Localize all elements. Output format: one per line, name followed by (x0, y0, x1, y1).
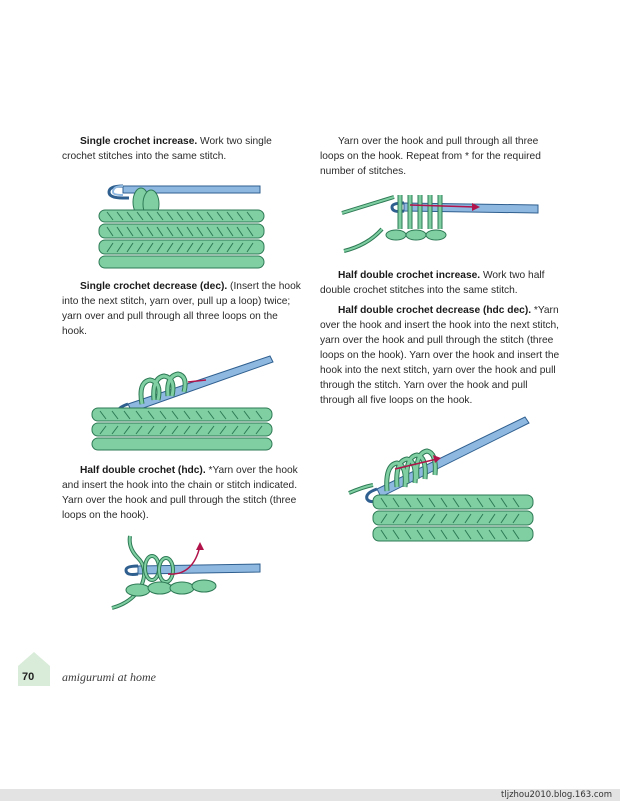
page-number: 70 (22, 671, 35, 683)
sc-decrease-text (62, 279, 302, 339)
hdc-body: *Yarn over the hook and insert the hook into the chain or stitch indicated. Yarn over the hook and pull through the stitch (three loops on the hook). (62, 465, 298, 521)
hdc-decrease-body: *Yarn over the hook and insert the hook into the next stitch, yarn over the hook and pull through the stitch (three loops on the hook). Yarn over the hook and insert the hook into the next stitch, yarn over the hook and pull through the stitch. Yarn over the hook and pull through all five loops on the hook. (320, 305, 560, 406)
hdc-decrease-text (320, 303, 562, 408)
hdc-complete-illustration (338, 185, 543, 255)
hdc-decrease-illustration (345, 415, 535, 545)
hdc-text (62, 463, 307, 523)
book-title: amigurumi at home (62, 670, 156, 684)
hdc-decrease-title: Half double crochet decrease (hdc dec). (338, 305, 532, 316)
hdc-illustration (108, 528, 268, 613)
hdc-increase-title: Half double crochet increase. (338, 270, 481, 281)
sc-decrease-title: Single crochet decrease (dec). (80, 281, 228, 292)
sc-increase-text (62, 134, 302, 164)
hdc-continued-text (320, 134, 560, 179)
sc-increase-illustration (95, 172, 270, 272)
sc-decrease-illustration (88, 352, 278, 452)
sc-decrease-body: (Insert the hook into the next stitch, yarn over, pull up a loop) twice; yarn over and pull through all three loops on the hook. (62, 281, 301, 337)
watermark: tljzhou2010.blog.163.com (501, 790, 612, 800)
sc-increase-title: Single crochet increase. (80, 136, 198, 147)
hdc-increase-body: Work two half double crochet stitches into the same stitch. (320, 270, 545, 296)
sc-increase-body: Work two single crochet stitches into the same stitch. (62, 136, 272, 162)
hdc-continued-body: Yarn over the hook and pull through all three loops on the hook. Repeat from * for the required number of stitches. (320, 136, 541, 177)
hdc-title: Half double crochet (hdc). (80, 465, 206, 476)
hdc-increase-text (320, 268, 560, 298)
